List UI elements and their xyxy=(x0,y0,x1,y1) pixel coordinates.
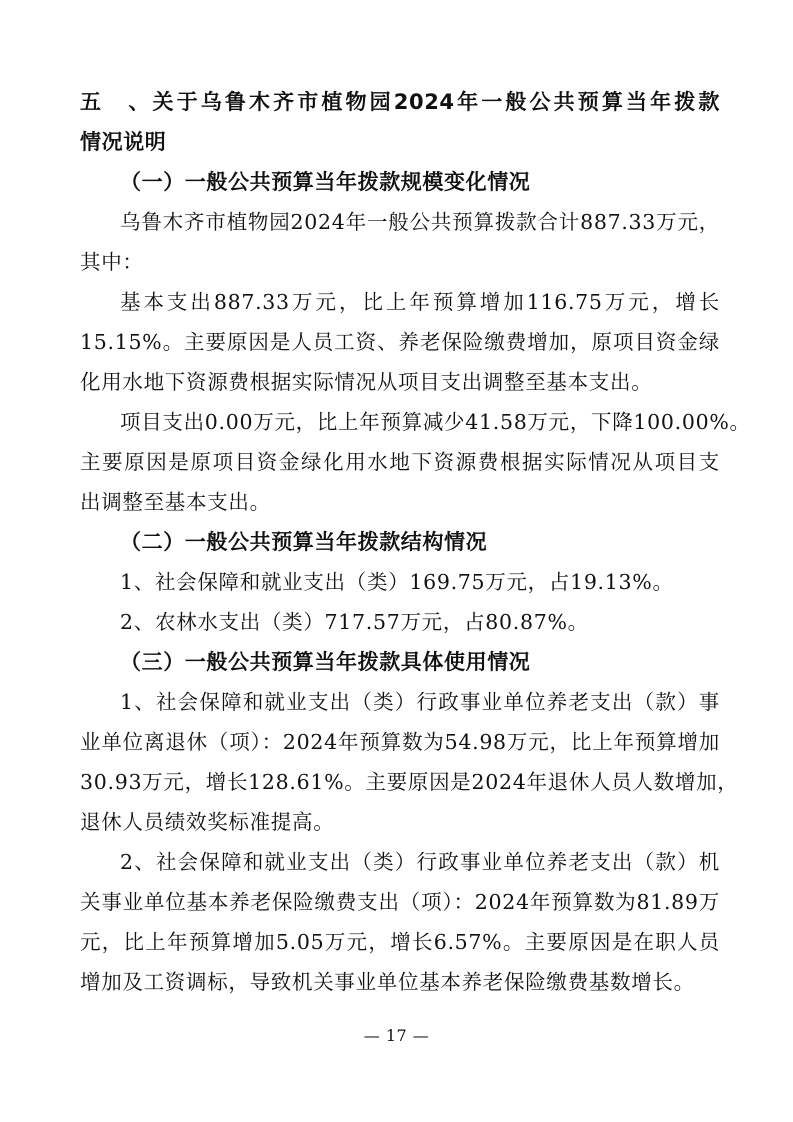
section-number: 五、 xyxy=(80,90,150,114)
paragraph-line: 30.93万元，增长128.61%。主要原因是2024年退休人员人数增加， xyxy=(80,770,739,794)
paragraph-line: 退休人员绩效奖标准提高。 xyxy=(80,810,335,834)
section-title-line2: 情况说明 xyxy=(80,130,167,154)
paragraph-line: 增加及工资调标，导致机关事业单位基本养老保险缴费基数增长。 xyxy=(80,970,695,994)
section-title-line1: 关于乌鲁木齐市植物园2024年一般公共预算当年拨款 xyxy=(150,90,720,114)
paragraph-line: 基本支出887.33万元，比上年预算增加116.75万元，增长 xyxy=(120,290,720,314)
paragraph-line: 出调整至基本支出。 xyxy=(80,490,271,514)
paragraph-line: 项目支出0.00万元，比上年预算减少41.58万元，下降100.00%。 xyxy=(120,410,751,434)
paragraph-line: 其中： xyxy=(80,250,144,274)
page-number: — 17 — xyxy=(363,1026,430,1045)
section-heading xyxy=(80,87,720,117)
paragraph-line: 关事业单位基本养老保险缴费支出（项）：2024年预算数为81.89万 xyxy=(80,890,720,914)
paragraph-line: 业单位离退休（项）：2024年预算数为54.98万元，比上年预算增加 xyxy=(80,730,720,754)
paragraph-line: 主要原因是原项目资金绿化用水地下资源费根据实际情况从项目支 xyxy=(80,450,720,474)
list-item: 2、农林水支出（类）717.57万元，占80.87%。 xyxy=(120,610,589,634)
subsection2-title: （二）一般公共预算当年拨款结构情况 xyxy=(120,530,488,554)
paragraph-line: 元，比上年预算增加5.05万元，增长6.57%。主要原因是在职人员 xyxy=(80,930,720,954)
paragraph-line: 2、社会保障和就业支出（类）行政事业单位养老支出（款）机 xyxy=(120,850,720,874)
subsection1-title: （一）一般公共预算当年拨款规模变化情况 xyxy=(120,170,531,194)
paragraph-line: 化用水地下资源费根据实际情况从项目支出调整至基本支出。 xyxy=(80,370,653,394)
paragraph-line: 1、社会保障和就业支出（类）行政事业单位养老支出（款）事 xyxy=(120,690,720,714)
paragraph-line: 15.15%。主要原因是人员工资、养老保险缴费增加，原项目资金绿 xyxy=(80,330,720,354)
paragraph-line: 乌鲁木齐市植物园2024年一般公共预算拨款合计887.33万元， xyxy=(120,210,720,234)
subsection3-title: （三）一般公共预算当年拨款具体使用情况 xyxy=(120,650,531,674)
list-item: 1、社会保障和就业支出（类）169.75万元，占19.13%。 xyxy=(120,570,674,594)
